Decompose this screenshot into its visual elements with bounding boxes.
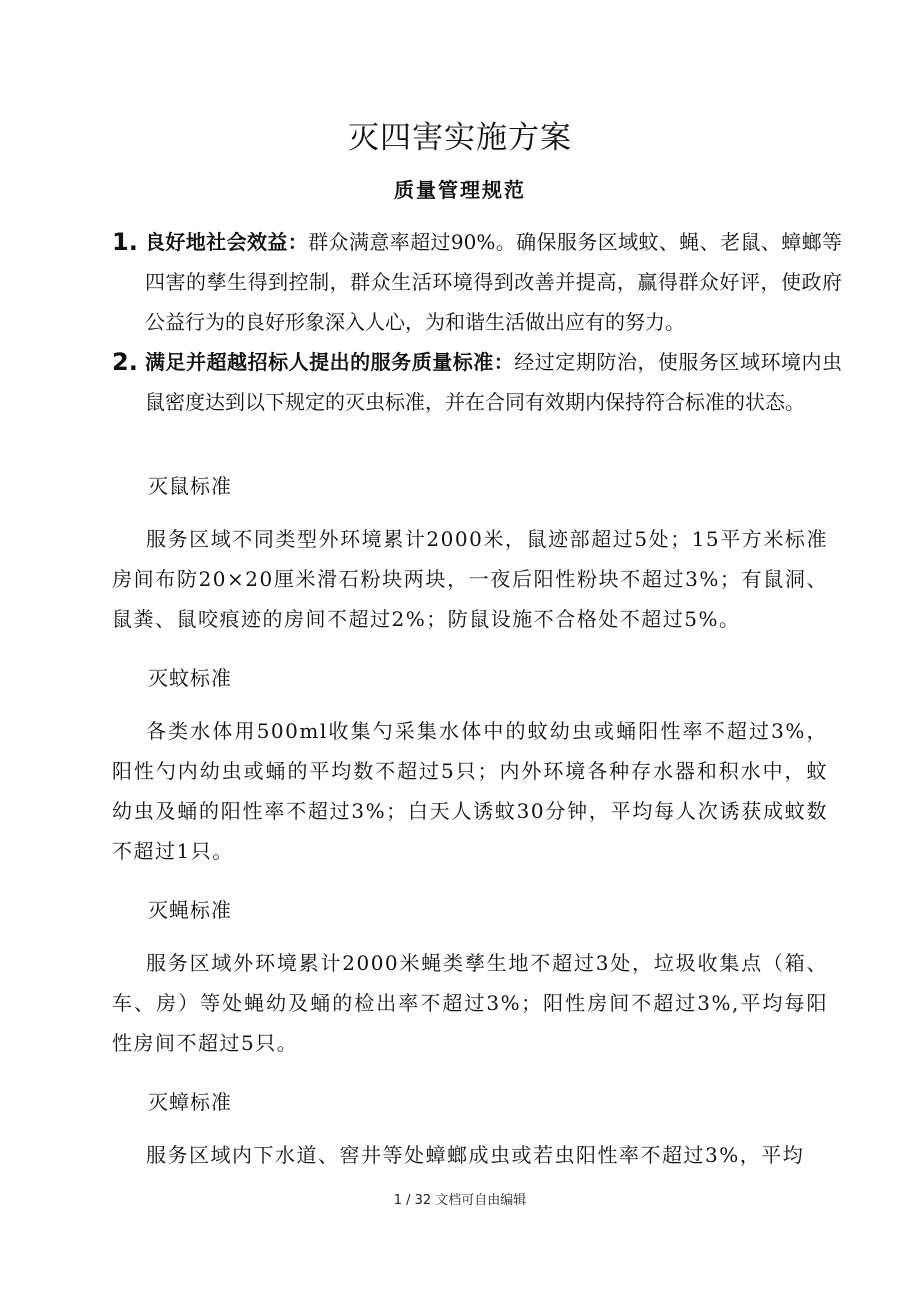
section-text-cockroach: 服务区域内下水道、窖井等处蟑螂成虫或若虫阳性率不超过3%，平均 <box>146 1143 805 1167</box>
numbered-item-1 <box>112 222 842 342</box>
item-number: 1. <box>112 228 138 256</box>
section-heading-rat: 灭鼠标准 <box>148 474 232 498</box>
section-heading-fly: 灭蝇标准 <box>148 898 232 922</box>
document-title: 灭四害实施方案 <box>348 120 572 156</box>
item-body: 群众满意率超过90%。确保服务区域蚊、蝇、老鼠、蟑螂等四害的孳生得到控制，群众生活环境得到改善并提高，赢得群众好评，使政府公益行为的良好形象深入人心，为和谐生活做出应有的努力。 <box>145 230 843 334</box>
item-colon: ： <box>493 350 515 374</box>
item-number: 2. <box>112 348 138 376</box>
item-colon: ： <box>287 230 309 254</box>
item-lead: 良好地社会效益 <box>145 230 288 254</box>
item-lead: 满足并超越招标人提出的服务质量标准 <box>145 350 494 374</box>
section-text-mosquito: 各类水体用500ml收集勺采集水体中的蚊幼虫或蛹阳性率不超过3%，阳性勺内幼虫或蛹的平均数不超过5只；内外环境各种存水器和积水中，蚊幼虫及蛹的阳性率不超过3%；白天人诱蚊30分钟，平均每人次诱获成蚊数不超过1只。 <box>112 719 828 863</box>
numbered-item-2 <box>112 342 842 422</box>
item-text <box>145 222 842 342</box>
section-text-fly: 服务区域外环境累计2000米蝇类孳生地不超过3处，垃圾收集点（箱、车、房）等处蝇幼及蛹的检出率不超过3%；阳性房间不超过3%,平均每阳性房间不超过5只。 <box>112 951 828 1055</box>
section-heading-cockroach: 灭蟑标准 <box>148 1090 232 1114</box>
section-text-rat: 服务区域不同类型外环境累计2000米，鼠迹部超过5处；15平方米标准房间布防20×20厘米滑石粉块两块，一夜后阳性粉块不超过3%；有鼠洞、鼠粪、鼠咬痕迹的房间不超过2%；防鼠设施不合格处不超过5%。 <box>112 527 828 631</box>
item-body: 经过定期防治，使服务区域环境内虫鼠密度达到以下规定的灭虫标准，并在合同有效期内保持符合标准的状态。 <box>145 350 843 414</box>
section-heading-mosquito: 灭蚊标准 <box>148 666 232 690</box>
item-text <box>145 342 842 422</box>
document-subtitle: 质量管理规范 <box>394 178 526 202</box>
page-footer: 1 / 32 文档可自由编辑 <box>393 1193 527 1208</box>
